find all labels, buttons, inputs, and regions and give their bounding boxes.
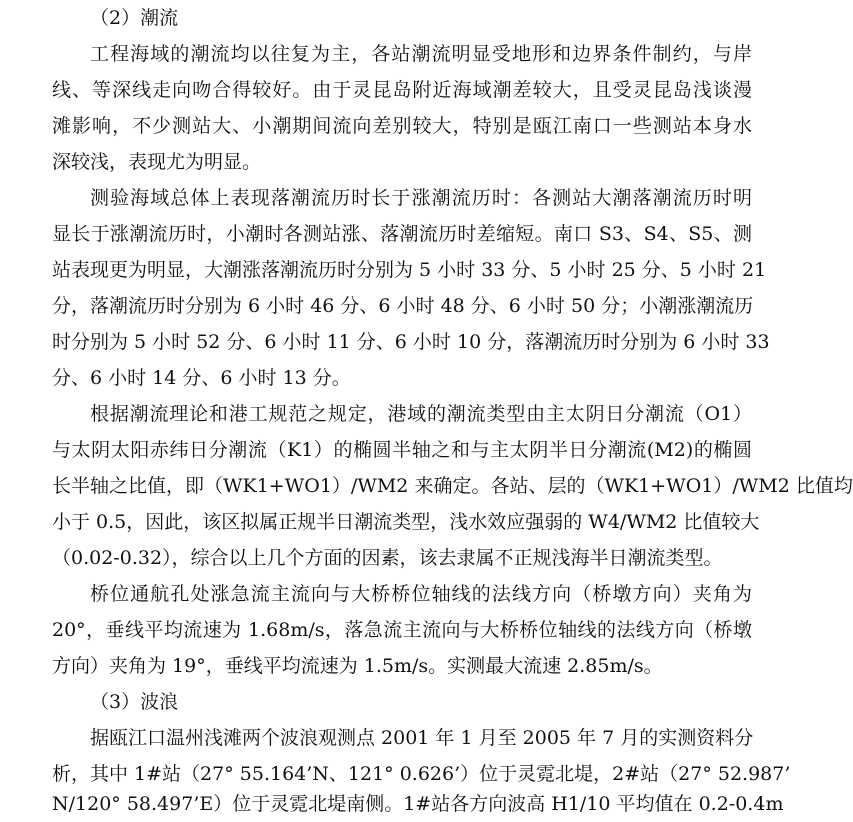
section-heading-tidal-current: （2）潮流 (90, 7, 179, 29)
paragraph-line: 根据潮流理论和港工规范之规定，港域的潮流类型由主太阴日分潮流（O1） (90, 403, 752, 425)
paragraph-line: （0.02-0.32），综合以上几个方面的因素，该去隶属不正规浅海半日潮流类型。 (52, 547, 723, 569)
paragraph-line: 测验海域总体上表现落潮流历时长于涨潮流历时：各测站大潮落潮流历时明 (90, 187, 752, 209)
paragraph-line: 长半轴之比值，即（WK1+WO1）/WM2 来确定。各站、层的（WK1+WO1）/WM2 比值均 (52, 475, 853, 497)
paragraph-line: 工程海域的潮流均以往复为主，各站潮流明显受地形和边界条件制约，与岸 (90, 43, 752, 65)
paragraph-line: 据瓯江口温州浅滩两个波浪观测点 2001 年 1 月至 2005 年 7 月的实测资料分 (90, 727, 754, 749)
paragraph-line: 站表现更为明显，大潮涨落潮流历时分别为 5 小时 33 分、5 小时 25 分、5 小时 21 (52, 259, 767, 281)
paragraph-line: 滩影响，不少测站大、小潮期间流向差别较大，特别是瓯江南口一些测站本身水 (52, 115, 752, 137)
paragraph-line: 深较浅，表现尤为明显。 (52, 151, 262, 173)
paragraph-line: 20°，垂线平均流速为 1.68m/s，落急流主流向与大桥桥位轴线的法线方向（桥墩 (52, 619, 752, 641)
paragraph-line: 分，落潮流历时分别为 6 小时 46 分、6 小时 48 分、6 小时 50 分；小潮涨潮流历 (52, 295, 754, 317)
paragraph-line: 分、6 小时 14 分、6 小时 13 分。 (52, 367, 351, 389)
paragraph-line: 小于 0.5，因此，该区拟属正规半日潮流类型，浅水效应强弱的 W4/WM2 比值较大 (52, 511, 760, 533)
paragraph-line: 与太阴太阳赤纬日分潮流（K1）的椭圆半轴之和与主太阴半日分潮流(M2)的椭圆 (52, 439, 752, 461)
paragraph-line: 桥位通航孔处涨急流主流向与大桥桥位轴线的法线方向（桥墩方向）夹角为 (90, 583, 752, 605)
paragraph-line: 线、等深线走向吻合得较好。由于灵昆岛附近海域潮差较大，且受灵昆岛浅谈漫 (52, 79, 752, 101)
paragraph-line: 析，其中 1#站（27° 55.164’N、121° 0.626’）位于灵霓北堤，2#站（27° 52.987’ (52, 763, 791, 785)
section-heading-waves: （3）波浪 (90, 691, 179, 713)
paragraph-line: 方向）夹角为 19°，垂线平均流速为 1.5m/s。实测最大流速 2.85m/s。 (52, 655, 663, 677)
paragraph-line: 显长于涨潮流历时，小潮时各测站涨、落潮流历时差缩短。南口 S3、S4、S5、测 (52, 223, 752, 245)
paragraph-line: 时分别为 5 小时 52 分、6 小时 11 分、6 小时 10 分，落潮流历时分别为 6 小时 33 (52, 331, 770, 353)
paragraph-line: N/120° 58.497’E）位于灵霓北堤南侧。1#站各方向波高 H1/10 平均值在 0.2-0.4m (52, 793, 784, 815)
